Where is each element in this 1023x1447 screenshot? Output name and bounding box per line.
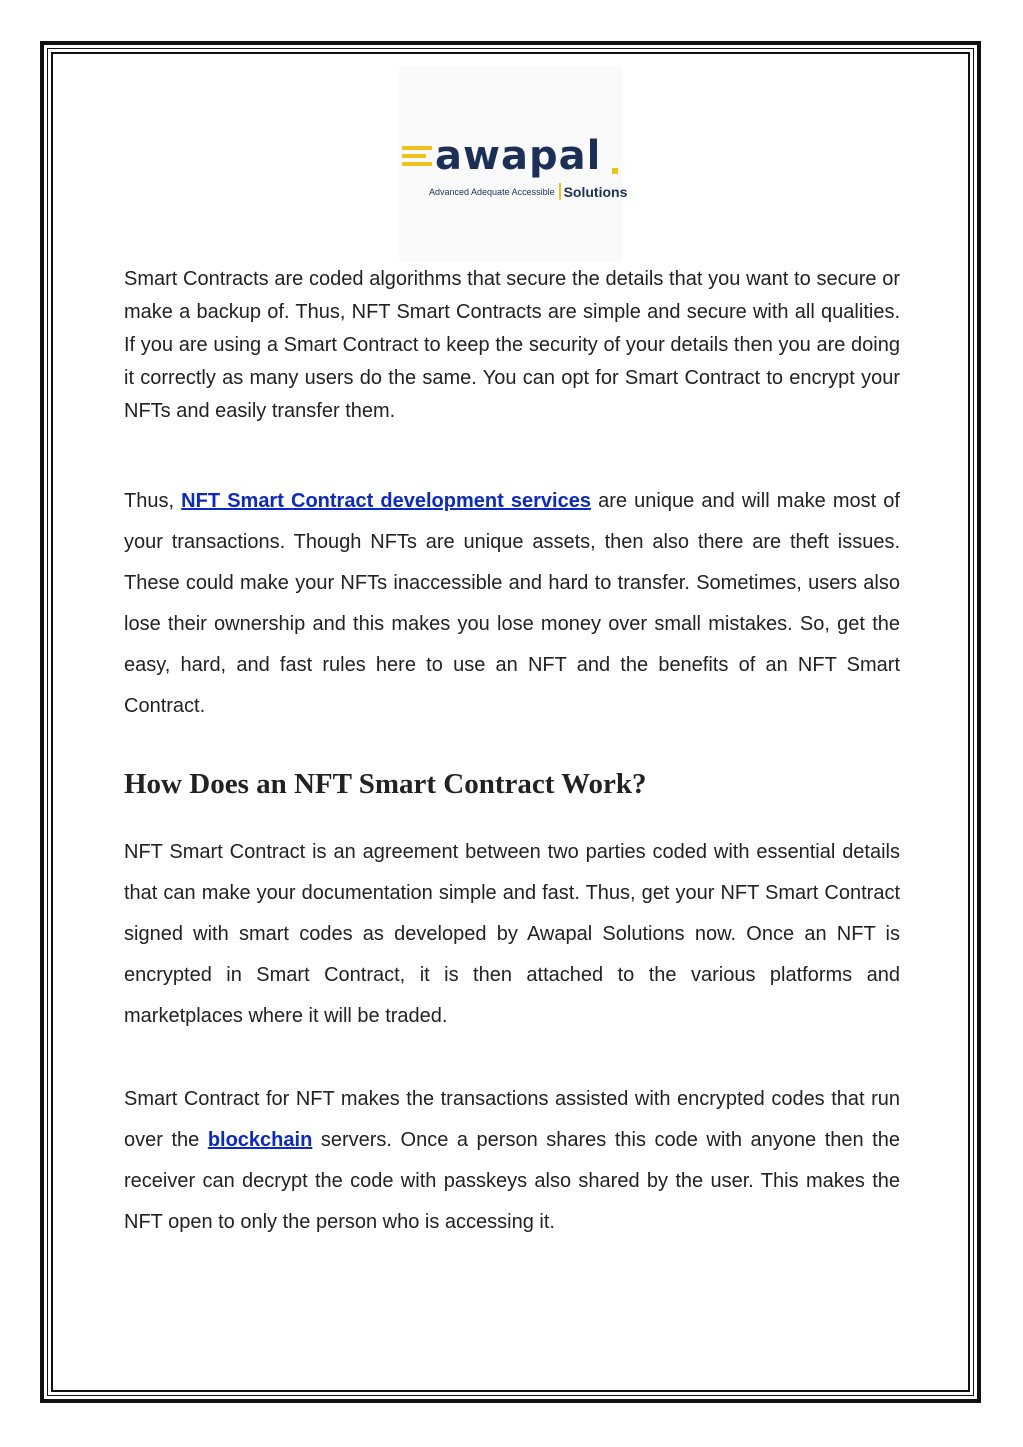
nft-smart-contract-services-link[interactable]: NFT Smart Contract development services	[181, 490, 591, 512]
logo-dot-icon	[612, 168, 618, 174]
how-it-works-paragraph: NFT Smart Contract is an agreement between two parties coded with essential details that can make your documentation simple and fast. Thus, get your NFT Smart Contract signed with smart codes as developed by Awapal Solutions now. Once an NFT is encrypted in Smart Contract, it is then attached to the various platforms and marketplaces where it will be traded.	[124, 841, 900, 1027]
awapal-logo	[399, 66, 628, 262]
logo-wordmark: awapal	[435, 133, 602, 179]
logo-tagline-text: Advanced Adequate Accessible	[429, 186, 555, 197]
blockchain-link[interactable]: blockchain	[207, 1129, 313, 1151]
blockchain-paragraph	[124, 1079, 900, 1243]
services-paragraph-rest: are unique and will make most of your transactions. Though NFTs are unique assets, then also there are theft issues. These could make your NFTs inaccessible and hard to transfer. Sometimes, users also lose their ownership and this makes you lose money over small mistakes. So, get the easy, hard, and fast rules here to use an NFT and the benefits of an NFT Smart Contract.	[124, 490, 900, 717]
services-paragraph-lead: Thus,	[124, 490, 182, 512]
section-heading: How Does an NFT Smart Contract Work?	[124, 768, 647, 800]
logo-solutions-text: Solutions	[563, 183, 628, 200]
intro-paragraph: Smart Contracts are coded algorithms that secure the details that you want to secure or make a backup of. Thus, NFT Smart Contracts are simple and secure with all qualities. If you are using a Smart Contract to keep the security of your details then you are doing it correctly as many users do the same. You can opt for Smart Contract to encrypt your NFTs and easily transfer them.	[124, 268, 900, 422]
services-paragraph	[124, 481, 900, 727]
logo-tagline	[429, 183, 627, 200]
blockchain-paragraph-lead: Smart Contract for NFT makes the transactions assisted with encrypted codes that run over the	[124, 1088, 900, 1151]
logo-stripes-icon	[402, 146, 432, 170]
blockchain-paragraph-rest: servers. Once a person shares this code with anyone then the receiver can decrypt the code with passkeys also shared by the user. This makes the NFT open to only the person who is accessing it.	[124, 1129, 900, 1233]
logo-separator	[559, 183, 561, 200]
